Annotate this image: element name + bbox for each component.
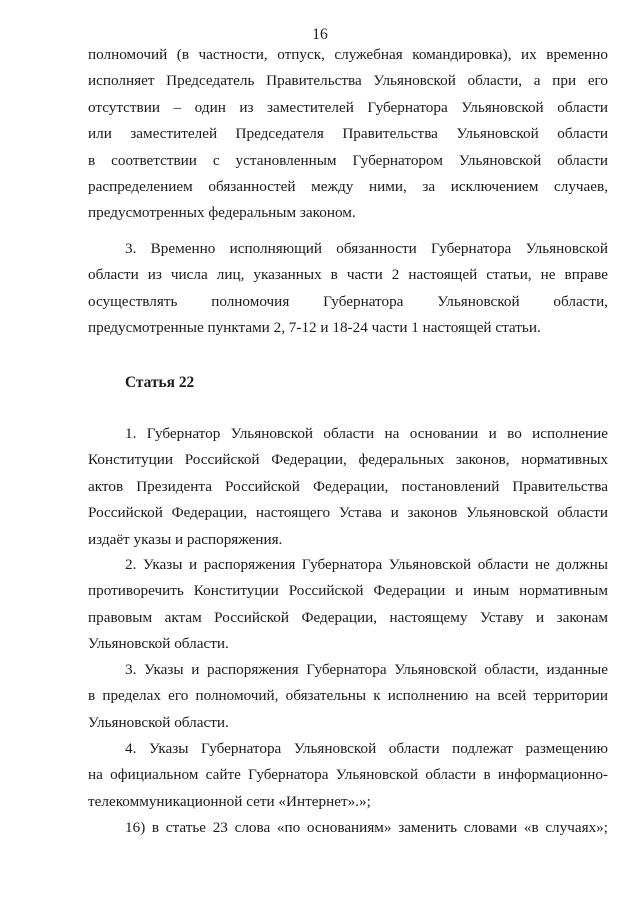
text-line: 16) в статье 23 слова «по основаниям» заменить словами «в случаях»;: [125, 819, 608, 836]
text-line: в пределах его полномочий, обязательны к исполнению на всей территории: [88, 687, 608, 705]
paragraph-3: [88, 236, 608, 342]
item-16: [88, 815, 608, 841]
text-line: 2. Указы и распоряжения Губернатора Ульяновской области не должны: [125, 556, 608, 573]
text-line: телекоммуникационной сети «Интернет».»;: [88, 792, 371, 810]
text-line: или заместителей Председателя Правительства Ульяновской области: [88, 125, 608, 143]
text-line: противоречить Конституции Российской Федерации и иным нормативным: [88, 582, 608, 600]
text-line: предусмотренные пунктами 2, 7-12 и 18-24 части 1 настоящей статьи.: [88, 319, 541, 337]
text-line: полномочий (в частности, отпуск, служебная командировка), их временно: [88, 46, 608, 63]
text-line: в соответствии с установленным Губернатором Ульяновской области: [88, 151, 608, 169]
text-line: 3. Временно исполняющий обязанности Губернатора Ульяновской: [125, 240, 608, 257]
text-line: исполняет Председатель Правительства Ульяновской области, а при его: [88, 72, 608, 90]
article-22-part-4: [88, 736, 608, 815]
article-22-part-2: [88, 552, 608, 658]
article-22-part-3: [88, 657, 608, 736]
text-line: предусмотренных федеральным законом.: [88, 204, 356, 222]
article-22-part-1: [88, 421, 608, 553]
text-line: актов Президента Российской Федерации, постановлений Правительства: [88, 477, 608, 495]
text-line: на официальном сайте Губернатора Ульяновской области в информационно-: [88, 766, 608, 784]
top-paragraph: [88, 42, 608, 227]
text-line: 4. Указы Губернатора Ульяновской области подлежат размещению: [125, 740, 608, 757]
text-line: Конституции Российской Федерации, федеральных законов, нормативных: [88, 451, 608, 469]
text-line: Ульяновской области.: [88, 635, 229, 653]
text-line: издаёт указы и распоряжения.: [88, 530, 283, 548]
text-line: осуществлять полномочия Губернатора Ульяновской области,: [88, 292, 608, 310]
page-number: 16: [312, 26, 328, 43]
text-line: Российской Федерации, настоящего Устава и законов Ульяновской области: [88, 504, 608, 522]
article-heading: Статья 22: [125, 374, 195, 391]
text-line: области из числа лиц, указанных в части 2 настоящей статьи, не вправе: [88, 266, 608, 284]
text-line: отсутствии – один из заместителей Губернатора Ульяновской области: [88, 98, 608, 116]
text-line: Ульяновской области.: [88, 713, 229, 731]
text-line: правовым актам Российской Федерации, настоящему Уставу и законам: [88, 608, 608, 626]
text-line: распределением обязанностей между ними, за исключением случаев,: [88, 177, 608, 195]
text-line: 1. Губернатор Ульяновской области на основании и во исполнение: [125, 425, 608, 442]
text-line: 3. Указы и распоряжения Губернатора Ульяновской области, изданные: [125, 661, 608, 678]
